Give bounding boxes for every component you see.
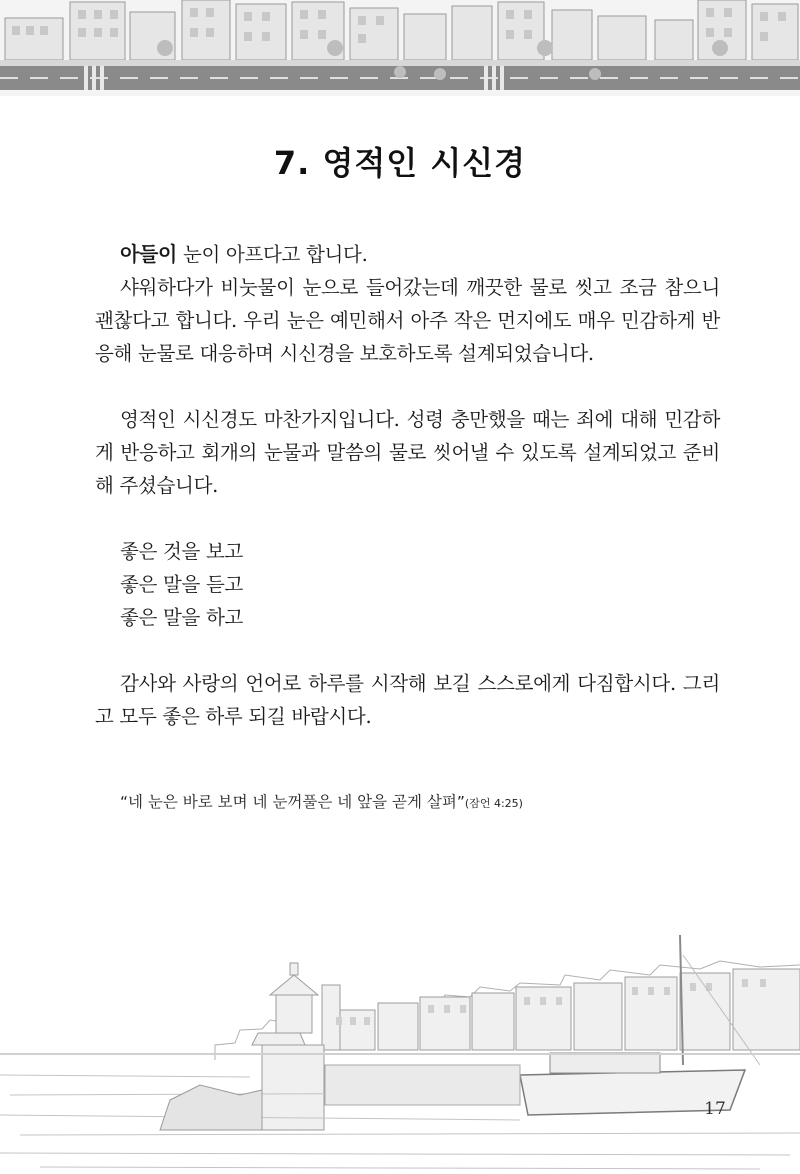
poem-line: 좋은 말을 하고	[120, 606, 244, 629]
paragraph-lead-word: 아들이	[120, 242, 178, 266]
bible-verse-quote	[120, 790, 760, 812]
body-text	[95, 238, 720, 733]
paragraph-4: 감사와 사랑의 언어로 하루를 시작해 보길 스스로에게 다짐합시다. 그리고 모두 좋은 하루 되길 바랍시다.	[95, 672, 720, 728]
poem-line: 좋은 말을 듣고	[120, 573, 244, 596]
paragraph-1	[95, 238, 720, 271]
street-buildings-illustration	[0, 0, 800, 96]
poem-line: 좋은 것을 보고	[120, 540, 244, 563]
paragraph-2: 샤워하다가 비눗물이 눈으로 들어갔는데 깨끗한 물로 씻고 조금 참으니 괜찮다고 합니다. 우리 눈은 예민해서 아주 작은 먼지에도 매우 민감하게 반응해 눈물로 대응하며 시신경을 보호하도록 설계되었습니다.	[95, 276, 720, 365]
chapter-title: 7. 영적인 시신경	[273, 144, 527, 182]
verse-reference: (잠언 4:25)	[464, 797, 523, 810]
verse-text: “네 눈은 바로 보며 네 눈꺼풀은 네 앞을 곧게 살펴”	[120, 793, 465, 811]
paragraph-1-text: 눈이 아프다고 합니다.	[177, 243, 368, 266]
harbor-town-illustration	[0, 925, 800, 1174]
paragraph-3: 영적인 시신경도 마찬가지입니다. 성령 충만했을 때는 죄에 대해 민감하게 반응하고 회개의 눈물과 말씀의 물로 씻어낼 수 있도록 설계되었고 준비해 주셨습니다.	[95, 408, 720, 497]
page-number: 17	[704, 1099, 726, 1119]
